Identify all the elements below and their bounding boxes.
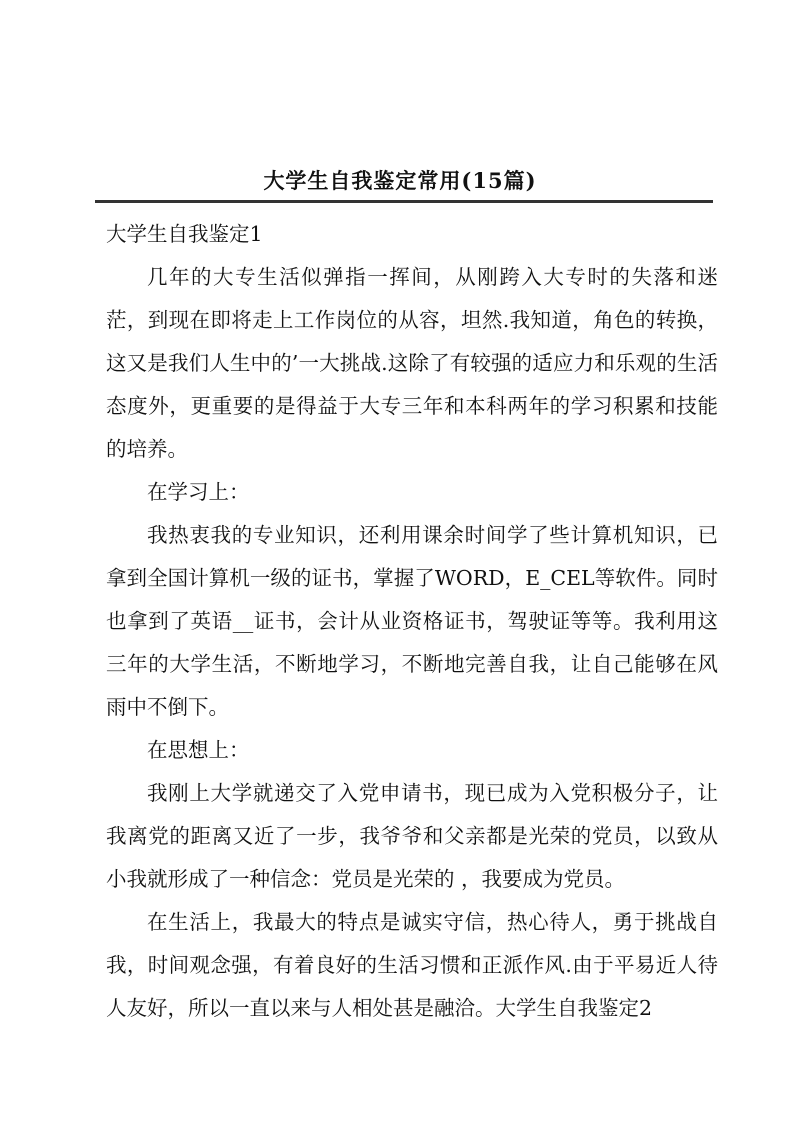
document-title: 大学生自我鉴定常用(15篇) [263,168,537,193]
paragraph: 我刚上大学就递交了入党申请书，现已成为入党积极分子，让我离党的距离又近了一步，我爷爷和父亲都是光荣的党员，以致从小我就形成了一种信念：党员是光荣的 ，我要成为党员。 [106,781,718,891]
title-divider [95,200,713,203]
paragraph: 我热衷我的专业知识，还利用课余时间学了些计算机知识，已拿到全国计算机一级的证书，掌握了WORD，E_CEL等软件。同时也拿到了英语__证书，会计从业资格证书，驾驶证等等。我利用这三年的大学生活，不断地学习，不断地完善自我，让自己能够在风雨中不倒下。 [106,523,718,719]
paragraph: 在生活上，我最大的特点是诚实守信，热心待人，勇于挑战自我，时间观念强，有着良好的生活习惯和正派作风.由于平易近人待人友好，所以一直以来与人相处甚是融洽。大学生自我鉴定2 [106,910,718,1020]
subheading-thought: 在思想上： [147,738,250,762]
document-body [106,213,718,1030]
subheading-study: 在学习上： [147,480,250,504]
section-heading: 大学生自我鉴定1 [106,222,263,246]
paragraph: 几年的大专生活似弹指一挥间，从刚跨入大专时的失落和迷茫，到现在即将走上工作岗位的从容，坦然.我知道，角色的转换，这又是我们人生中的’一大挑战.这除了有较强的适应力和乐观的生活态度外，更重要的是得益于大专三年和本科两年的学习积累和技能的培养。 [106,265,718,461]
